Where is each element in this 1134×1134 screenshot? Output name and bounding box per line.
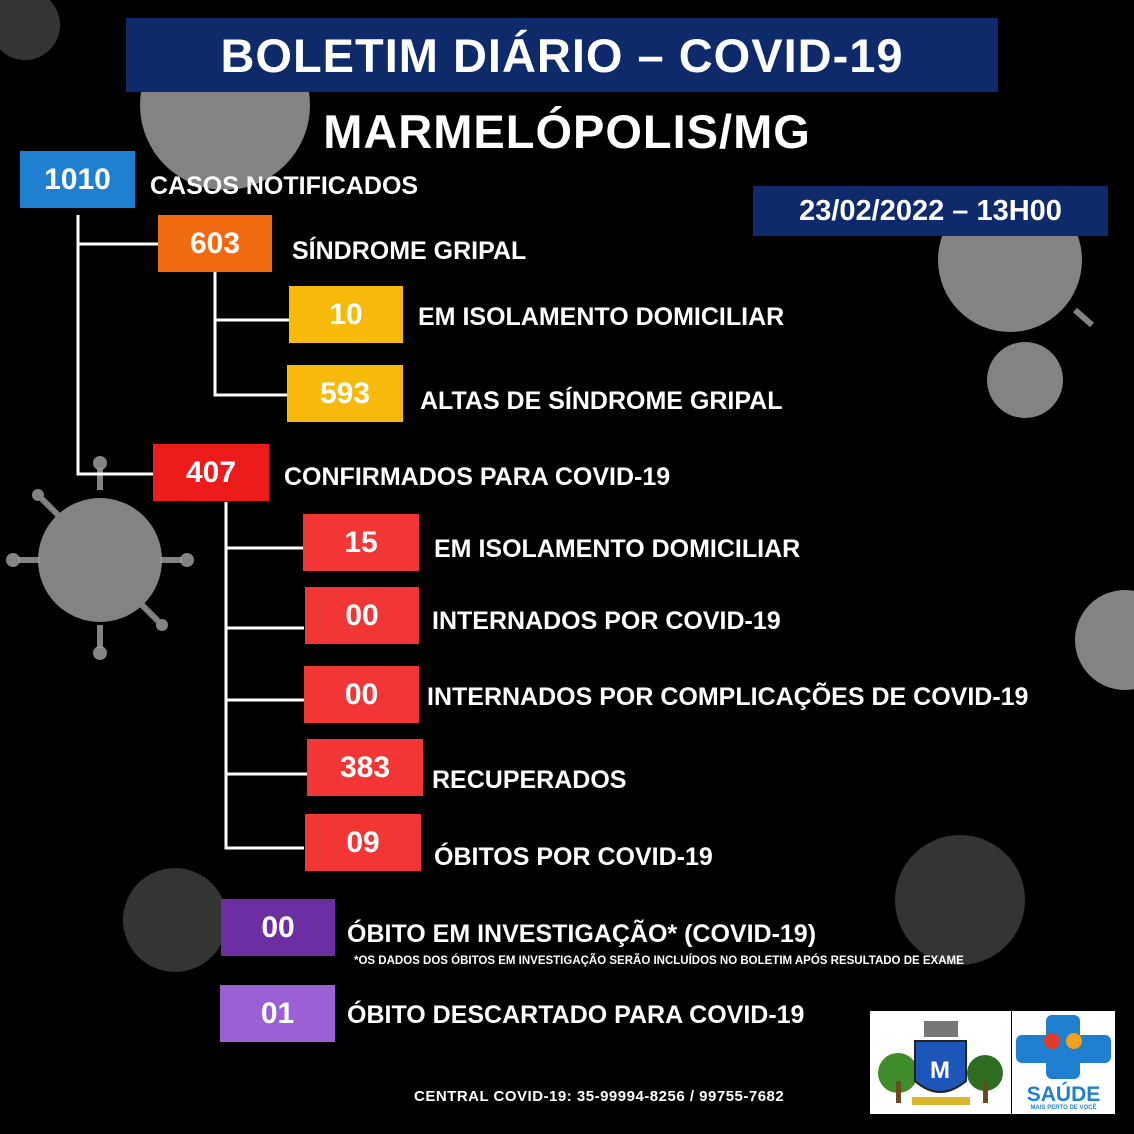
- central-phone: CENTRAL COVID-19: 35-99994-8256 / 99755-7682: [414, 1088, 785, 1105]
- municipal-logo-initial: M: [930, 1057, 950, 1084]
- investigation-note: *OS DADOS DOS ÓBITOS EM INVESTIGAÇÃO SERÃO INCLUÍDOS NO BOLETIM APÓS RESULTADO DE EXAME: [354, 955, 964, 967]
- flu-discharged-value: 593: [287, 365, 403, 422]
- discarded-value: 01: [220, 985, 335, 1042]
- discarded-label: ÓBITO DESCARTADO PARA COVID-19: [347, 1001, 805, 1029]
- investigation-value: 00: [221, 899, 335, 956]
- date-badge: 23/02/2022 – 13H00: [753, 186, 1108, 236]
- deaths-label: ÓBITOS POR COVID-19: [434, 843, 713, 871]
- complications-value: 00: [304, 666, 419, 723]
- flu-label: SÍNDROME GRIPAL: [292, 237, 527, 265]
- bulletin-title: BOLETIM DIÁRIO – COVID-19: [126, 18, 998, 92]
- hospitalized-label: INTERNADOS POR COVID-19: [432, 607, 781, 635]
- city-title: MARMELÓPOLIS/MG: [323, 105, 811, 158]
- conf-isolation-value: 15: [303, 514, 419, 571]
- hospitalized-value: 00: [305, 587, 419, 644]
- confirmed-value: 407: [153, 444, 269, 501]
- health-logo-subtext: MAIS PERTO DE VOCÊ: [1030, 1105, 1097, 1111]
- confirmed-label: CONFIRMADOS PARA COVID-19: [284, 463, 671, 491]
- health-logo: [1012, 1011, 1115, 1114]
- conf-isolation-label: EM ISOLAMENTO DOMICILIAR: [434, 535, 801, 563]
- complications-label: INTERNADOS POR COMPLICAÇÕES DE COVID-19: [427, 683, 1029, 711]
- flu-isolation-value: 10: [289, 286, 403, 343]
- notified-label: CASOS NOTIFICADOS: [150, 172, 419, 200]
- recovered-label: RECUPERADOS: [432, 766, 627, 794]
- recovered-value: 383: [307, 739, 423, 796]
- health-logo-text: SAÚDE: [1026, 1083, 1101, 1106]
- municipal-logo: [870, 1011, 1011, 1114]
- flu-value: 603: [158, 215, 272, 272]
- deaths-value: 09: [305, 814, 421, 871]
- investigation-label: ÓBITO EM INVESTIGAÇÃO* (COVID-19): [347, 920, 817, 948]
- flu-discharged-label: ALTAS DE SÍNDROME GRIPAL: [420, 387, 783, 415]
- flu-isolation-label: EM ISOLAMENTO DOMICILIAR: [418, 303, 785, 331]
- notified-value: 1010: [20, 151, 135, 208]
